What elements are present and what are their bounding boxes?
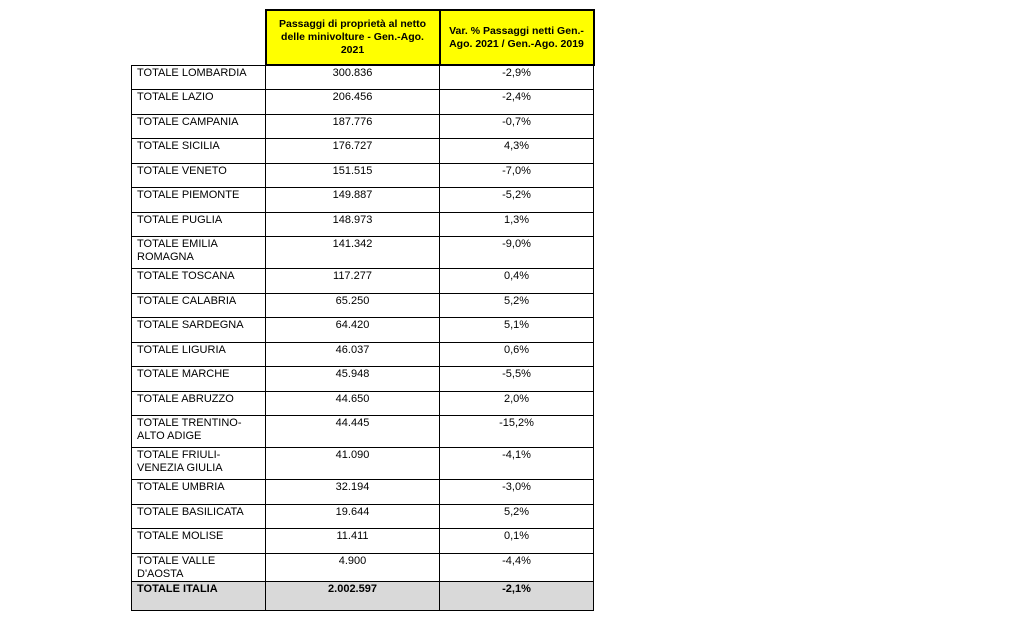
transfers-cell: 44.650 [266,391,440,416]
total-region-cell: TOTALE ITALIA [132,581,266,610]
transfers-cell: 176.727 [266,139,440,164]
region-cell: TOTALE FRIULI-VENEZIA GIULIA [132,448,266,480]
total-transfers-cell: 2.002.597 [266,581,440,610]
transfers-cell: 206.456 [266,90,440,115]
table-row [132,416,594,448]
table-row [132,480,594,505]
table-row [132,342,594,367]
table-row [132,114,594,139]
region-cell: TOTALE TRENTINO-ALTO ADIGE [132,416,266,448]
table-row [132,212,594,237]
variation-cell: 0,1% [440,529,594,554]
transfers-cell: 44.445 [266,416,440,448]
table-row [132,293,594,318]
variation-cell: -7,0% [440,163,594,188]
transfers-cell: 45.948 [266,367,440,392]
variation-cell: 0,4% [440,269,594,294]
variation-cell: 4,3% [440,139,594,164]
region-cell: TOTALE VENETO [132,163,266,188]
region-cell: TOTALE TOSCANA [132,269,266,294]
region-cell: TOTALE CAMPANIA [132,114,266,139]
variation-cell: -4,1% [440,448,594,480]
variation-cell: -9,0% [440,237,594,269]
variation-cell: 5,2% [440,293,594,318]
table-row [132,163,594,188]
transfers-cell: 151.515 [266,163,440,188]
transfers-cell: 117.277 [266,269,440,294]
region-cell: TOTALE LIGURIA [132,342,266,367]
table-body [132,65,594,610]
header-empty-cell [132,10,266,65]
regions-table [131,9,595,611]
variation-cell: -2,9% [440,65,594,90]
variation-cell: 5,2% [440,504,594,529]
variation-cell: -15,2% [440,416,594,448]
table-row [132,65,594,90]
table-row [132,529,594,554]
transfers-cell: 4.900 [266,553,440,581]
variation-cell: -5,5% [440,367,594,392]
table-row [132,237,594,269]
region-cell: TOTALE BASILICATA [132,504,266,529]
variation-cell: 2,0% [440,391,594,416]
table-row [132,553,594,581]
variation-cell: 0,6% [440,342,594,367]
region-cell: TOTALE UMBRIA [132,480,266,505]
transfers-cell: 64.420 [266,318,440,343]
region-cell: TOTALE LOMBARDIA [132,65,266,90]
transfers-cell: 19.644 [266,504,440,529]
header-row [132,10,594,65]
transfers-cell: 11.411 [266,529,440,554]
region-cell: TOTALE EMILIA ROMAGNA [132,237,266,269]
table-row [132,90,594,115]
transfers-cell: 65.250 [266,293,440,318]
total-variation-cell: -2,1% [440,581,594,610]
table-row [132,139,594,164]
transfers-cell: 187.776 [266,114,440,139]
region-cell: TOTALE PUGLIA [132,212,266,237]
transfers-cell: 149.887 [266,188,440,213]
total-row [132,581,594,610]
variation-cell: -5,2% [440,188,594,213]
region-cell: TOTALE PIEMONTE [132,188,266,213]
region-cell: TOTALE SICILIA [132,139,266,164]
table-row [132,504,594,529]
transfers-cell: 300.836 [266,65,440,90]
region-cell: TOTALE SARDEGNA [132,318,266,343]
table-row [132,269,594,294]
transfers-cell: 32.194 [266,480,440,505]
transfers-cell: 141.342 [266,237,440,269]
transfers-cell: 41.090 [266,448,440,480]
table-row [132,448,594,480]
table-row [132,391,594,416]
region-cell: TOTALE ABRUZZO [132,391,266,416]
variation-cell: -0,7% [440,114,594,139]
variation-cell: -2,4% [440,90,594,115]
table-row [132,318,594,343]
transfers-cell: 148.973 [266,212,440,237]
table-row [132,367,594,392]
region-cell: TOTALE MARCHE [132,367,266,392]
header-transfers: Passaggi di proprietà al netto delle minivolture - Gen.-Ago. 2021 [266,10,440,65]
variation-cell: 5,1% [440,318,594,343]
region-cell: TOTALE CALABRIA [132,293,266,318]
variation-cell: -4,4% [440,553,594,581]
header-variation: Var. % Passaggi netti Gen.-Ago. 2021 / Gen.-Ago. 2019 [440,10,594,65]
transfers-cell: 46.037 [266,342,440,367]
variation-cell: 1,3% [440,212,594,237]
region-cell: TOTALE LAZIO [132,90,266,115]
region-cell: TOTALE VALLE D'AOSTA [132,553,266,581]
table-row [132,188,594,213]
region-cell: TOTALE MOLISE [132,529,266,554]
variation-cell: -3,0% [440,480,594,505]
